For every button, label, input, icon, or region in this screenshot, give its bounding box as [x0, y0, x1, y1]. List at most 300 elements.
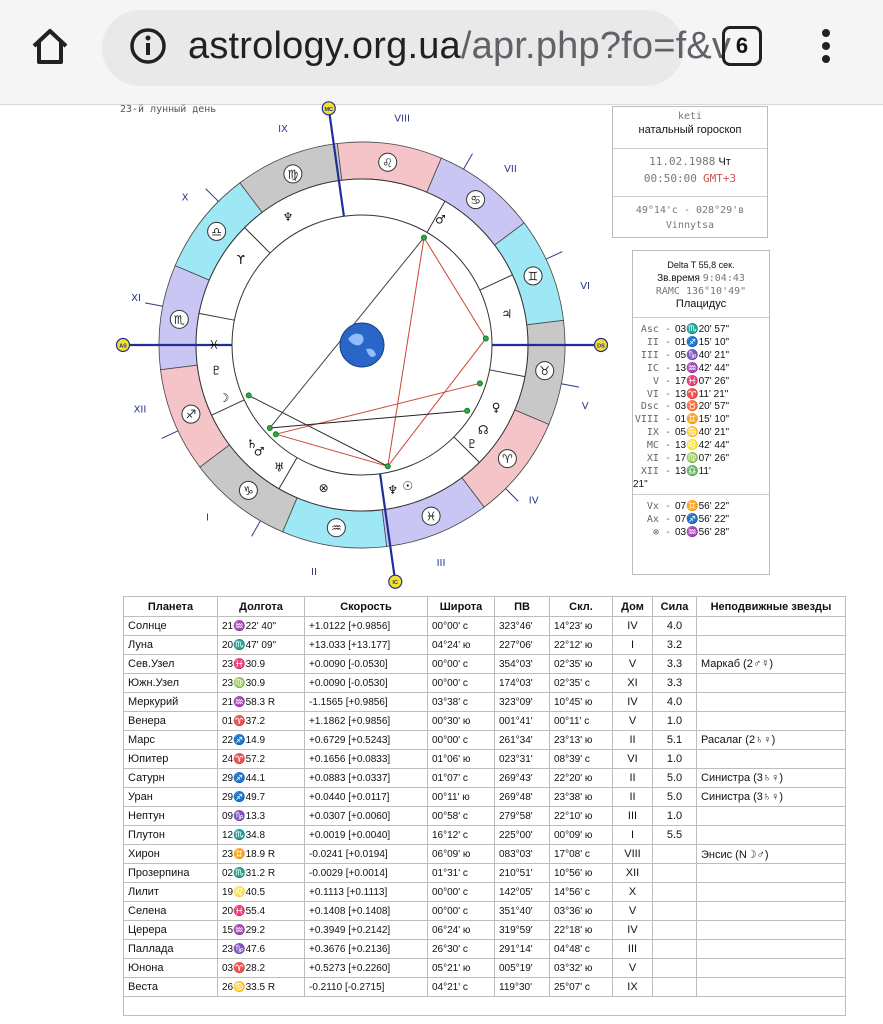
cell-planet: Церера [124, 921, 218, 940]
cell-ra: 261°34' [495, 731, 550, 750]
table-row [124, 940, 846, 959]
cell-lon: 23♊18.9 R [218, 845, 305, 864]
angle-label: AS [119, 343, 127, 350]
cell-lat: 16°12' с [428, 826, 495, 845]
cusp-list [633, 318, 769, 495]
angle-label: DS [597, 343, 605, 350]
column-header: Планета [124, 597, 218, 617]
cell-lon: 24♈57.2 [218, 750, 305, 769]
cell-decl: 22°20' ю [550, 769, 613, 788]
cusp-tail: 21" [633, 478, 648, 490]
point-value: 03♒56' 28" [675, 526, 730, 538]
sign-glyph: ♌ [382, 155, 394, 170]
cusp-row [633, 324, 769, 337]
planet-glyph: ♇ [466, 437, 478, 452]
table-row [124, 788, 846, 807]
cusp-label: VIII - [634, 414, 671, 426]
cell-planet: Хирон [124, 845, 218, 864]
cell-power [653, 902, 697, 921]
cell-lon: 21♒58.3 R [218, 693, 305, 712]
cell-decl: 10°45' ю [550, 693, 613, 712]
cell-decl: 22°10' ю [550, 807, 613, 826]
cusp-row [633, 363, 769, 376]
cell-stars [697, 921, 846, 940]
cusp-value: 01♐15' 10" [675, 336, 730, 348]
planet-glyph: ⊗ [318, 480, 329, 495]
cell-power [653, 864, 697, 883]
cell-speed: +0.0883 [+0.0337] [305, 769, 428, 788]
cell-stars [697, 883, 846, 902]
aspect-point [483, 336, 488, 341]
cell-decl: 00°09' ю [550, 826, 613, 845]
cell-ra: 323°09' [495, 693, 550, 712]
table-row [124, 731, 846, 750]
cell-speed: -0.0241 [+0.0194] [305, 845, 428, 864]
cell-planet: Сев.Узел [124, 655, 218, 674]
planet-glyph: ☊ [477, 422, 489, 437]
table-row [124, 807, 846, 826]
cell-lat: 04°21' с [428, 978, 495, 997]
cell-power: 5.5 [653, 826, 697, 845]
cell-ra: 005°19' [495, 959, 550, 978]
cell-lat: 06°24' ю [428, 921, 495, 940]
cell-planet: Сатурн [124, 769, 218, 788]
cell-lon: 09♑13.3 [218, 807, 305, 826]
cell-ra: 023°31' [495, 750, 550, 769]
planet-glyph: ϒ [236, 253, 245, 268]
cell-power: 3.3 [653, 674, 697, 693]
table-row [124, 769, 846, 788]
cell-power [653, 921, 697, 940]
cell-house: V [613, 712, 653, 731]
cusp-row [633, 453, 769, 466]
cell-decl: 10°56' ю [550, 864, 613, 883]
point-row [633, 501, 769, 514]
planet-glyph: ♂ [435, 212, 446, 227]
cell-planet: Марс [124, 731, 218, 750]
cell-decl: 22°18' ю [550, 921, 613, 940]
cell-lon: 21♒22' 40" [218, 617, 305, 636]
house-cusps-box [632, 250, 770, 575]
cusp-value: 13♒42' 44" [675, 362, 730, 374]
cell-power [653, 978, 697, 997]
cell-stars [697, 750, 846, 769]
cell-stars: Синистра (3♄♀) [697, 769, 846, 788]
cell-speed: +13.033 [+13.177] [305, 636, 428, 655]
cell-decl: 04°48' с [550, 940, 613, 959]
cell-power: 5.1 [653, 731, 697, 750]
column-header: Широта [428, 597, 495, 617]
cell-house: V [613, 902, 653, 921]
house-cusp-tick [561, 384, 579, 387]
city: Vinnytsa [665, 220, 715, 231]
cell-decl: 08°39' с [550, 750, 613, 769]
planet-glyph: ☉ [402, 478, 414, 493]
cell-planet: Прозерпина [124, 864, 218, 883]
cell-lon: 29♐44.1 [218, 769, 305, 788]
cell-power: 1.0 [653, 750, 697, 769]
cell-lon: 20♏47' 09" [218, 636, 305, 655]
cusp-value: 13♎11' [675, 465, 711, 477]
planet-glyph: ♓ [208, 338, 220, 352]
cell-power: 3.2 [653, 636, 697, 655]
cell-house: I [613, 636, 653, 655]
cell-lat: 00°00' с [428, 674, 495, 693]
point-value: 07♊56' 22" [675, 500, 730, 512]
birth-date: 11.02.1988 [649, 155, 716, 168]
cell-decl: 00°11' с [550, 712, 613, 731]
planet-table [123, 596, 846, 1016]
cusp-row [633, 389, 769, 402]
house-cusp-tick [252, 521, 261, 537]
table-row [124, 883, 846, 902]
cusp-value: 13♌42' 44" [675, 440, 730, 452]
cusp-value: 17♓07' 26" [675, 375, 730, 387]
cell-speed: +0.1113 [+0.1113] [305, 883, 428, 902]
cusp-row [633, 350, 769, 363]
cell-lat: 00°58' с [428, 807, 495, 826]
house-cusp-tick [162, 431, 178, 439]
cell-house: VIII [613, 845, 653, 864]
cell-speed: -0.0029 [+0.0014] [305, 864, 428, 883]
cusp-value: 01♊15' 10" [675, 414, 730, 426]
cell-house: XII [613, 864, 653, 883]
table-row [124, 845, 846, 864]
house-numeral: I [205, 512, 209, 524]
cell-power: 1.0 [653, 712, 697, 731]
table-row [124, 636, 846, 655]
cell-planet: Уран [124, 788, 218, 807]
house-numeral: V [581, 400, 589, 412]
cell-lon: 03♈28.2 [218, 959, 305, 978]
cell-ra: 225°00' [495, 826, 550, 845]
column-header: Долгота [218, 597, 305, 617]
column-header: ПВ [495, 597, 550, 617]
cell-stars [697, 712, 846, 731]
cell-house: IV [613, 921, 653, 940]
cusp-label: XII - [640, 465, 671, 477]
cell-decl: 03°36' ю [550, 902, 613, 921]
cell-stars [697, 902, 846, 921]
cell-house: III [613, 940, 653, 959]
cell-house: X [613, 883, 653, 902]
cell-house: IX [613, 978, 653, 997]
cusp-row [633, 440, 769, 453]
cell-lat: 05°21' ю [428, 959, 495, 978]
sign-glyph: ♏ [173, 312, 185, 327]
cell-lat: 06°09' ю [428, 845, 495, 864]
cell-planet: Южн.Узел [124, 674, 218, 693]
cell-power: 1.0 [653, 807, 697, 826]
cell-power [653, 883, 697, 902]
table-row [124, 750, 846, 769]
ramc: RAMC 136°10'49" [655, 286, 747, 297]
cell-decl: 23°13' ю [550, 731, 613, 750]
column-header: Скл. [550, 597, 613, 617]
cusp-value: 05♑40' 21" [675, 349, 730, 361]
sign-glyph: ♒ [330, 521, 342, 536]
cusp-label: II - [646, 336, 671, 348]
tab-switcher-button[interactable]: 6 [722, 26, 762, 66]
cell-ra: 323°46' [495, 617, 550, 636]
cell-planet: Юнона [124, 959, 218, 978]
cell-power: 5.0 [653, 769, 697, 788]
cell-ra: 319°59' [495, 921, 550, 940]
cell-lat: 00°30' ю [428, 712, 495, 731]
table-row [124, 712, 846, 731]
point-label: Vx - [646, 500, 671, 512]
earth-globe-icon [340, 323, 384, 367]
cell-ra: 083°03' [495, 845, 550, 864]
cusp-value: 13♈11' 21" [675, 388, 729, 400]
table-row [124, 693, 846, 712]
cell-ra: 351°40' [495, 902, 550, 921]
cell-stars [697, 617, 846, 636]
cell-house: IV [613, 693, 653, 712]
table-row [124, 674, 846, 693]
cell-speed: -0.2110 [-0.2715] [305, 978, 428, 997]
house-numeral: IV [528, 495, 539, 507]
sign-glyph: ♐ [185, 407, 197, 422]
table-row [124, 655, 846, 674]
cell-stars: Расалаг (2♄♀) [697, 731, 846, 750]
cell-lon: 23♓30.9 [218, 655, 305, 674]
cusp-label: IC - [646, 362, 671, 374]
aspect-point [267, 425, 272, 430]
url-path: /apr.php?fo=f&v [460, 25, 732, 67]
cusp-row [633, 337, 769, 350]
cell-speed: +0.1656 [+0.0833] [305, 750, 428, 769]
house-numeral: VI [580, 281, 591, 293]
aspect-point [385, 464, 390, 469]
planet-glyph: ♄ [246, 437, 258, 452]
sign-glyph: ♑ [243, 483, 254, 498]
cell-lon: 29♐49.7 [218, 788, 305, 807]
cell-house: VI [613, 750, 653, 769]
sign-glyph: ♎ [211, 224, 222, 239]
cusp-label: Dsc - [640, 401, 671, 413]
planet-glyph: ♀ [491, 400, 501, 415]
natal-chart-wheel [119, 106, 605, 587]
cell-lat: 00°00' с [428, 655, 495, 674]
sign-glyph: ♈ [502, 452, 513, 467]
sign-glyph: ♍ [287, 167, 299, 182]
cell-lon: 26♋33.5 R [218, 978, 305, 997]
cell-stars [697, 636, 846, 655]
cell-speed: +0.0019 [+0.0040] [305, 826, 428, 845]
cell-lon: 19♌40.5 [218, 883, 305, 902]
cell-lon: 15♒29.2 [218, 921, 305, 940]
cell-ra: 227°06' [495, 636, 550, 655]
table-row [124, 921, 846, 940]
cell-house: V [613, 959, 653, 978]
point-label: Ax - [646, 513, 671, 525]
cell-lat: 00°11' ю [428, 788, 495, 807]
cell-planet: Лилит [124, 883, 218, 902]
planet-glyph: ☽ [218, 391, 230, 406]
house-numeral: XI [131, 292, 141, 304]
point-row [633, 527, 769, 540]
cusp-label: MC - [646, 440, 671, 452]
cusp-row [633, 401, 769, 414]
cell-speed: +0.0090 [-0.0530] [305, 655, 428, 674]
column-header: Неподвижные звезды [697, 597, 846, 617]
cell-planet: Юпитер [124, 750, 218, 769]
birth-info-box [612, 106, 768, 238]
cell-speed: +1.1862 [+0.9856] [305, 712, 428, 731]
cell-decl: 03°32' ю [550, 959, 613, 978]
cell-speed: +0.0440 [+0.0117] [305, 788, 428, 807]
cell-house: I [613, 826, 653, 845]
planet-glyph: ♇ [210, 363, 222, 378]
cell-lat: 00°00' с [428, 617, 495, 636]
site-info-icon[interactable] [128, 26, 168, 66]
cell-stars [697, 864, 846, 883]
points-list [633, 495, 769, 542]
angle-label: MC [324, 106, 334, 113]
aspect-point [246, 393, 251, 398]
cell-power: 3.3 [653, 655, 697, 674]
cusp-value: 05♋40' 21" [675, 427, 730, 439]
cell-decl: 25°07' с [550, 978, 613, 997]
table-row [124, 959, 846, 978]
house-numeral: XII [133, 404, 147, 416]
column-header: Сила [653, 597, 697, 617]
column-header: Скорость [305, 597, 428, 617]
menu-dots-icon[interactable] [812, 26, 840, 70]
cell-house: II [613, 769, 653, 788]
point-value: 07♐56' 22" [675, 513, 730, 525]
cusp-label: XI - [646, 453, 671, 465]
cell-lon: 22♐14.9 [218, 731, 305, 750]
cell-ra: 001°41' [495, 712, 550, 731]
cell-ra: 142°05' [495, 883, 550, 902]
cell-stars: Синистра (3♄♀) [697, 788, 846, 807]
house-numeral: X [181, 192, 189, 204]
cusp-value: 03♉20' 57" [675, 401, 730, 413]
cell-lat: 01°07' с [428, 769, 495, 788]
cusp-label: VI - [646, 388, 671, 400]
cell-lat: 03°38' с [428, 693, 495, 712]
sign-glyph: ♋ [470, 193, 481, 208]
cell-speed: +1.0122 [+0.9856] [305, 617, 428, 636]
cell-ra: 354°03' [495, 655, 550, 674]
home-icon[interactable] [28, 24, 72, 68]
aspect-point [273, 432, 278, 437]
native-name: keti [677, 111, 703, 122]
cell-decl: 02°35' ю [550, 655, 613, 674]
cell-power [653, 940, 697, 959]
table-row-empty [124, 997, 846, 1016]
cell-house: II [613, 788, 653, 807]
cell-stars [697, 674, 846, 693]
cell-lat: 00°00' с [428, 883, 495, 902]
cell-ra: 291°14' [495, 940, 550, 959]
cell-decl: 02°35' с [550, 674, 613, 693]
cell-power: 5.0 [653, 788, 697, 807]
sign-glyph: ♉ [539, 364, 551, 379]
cell-power: 4.0 [653, 617, 697, 636]
url-host: astrology.org.ua [188, 25, 461, 67]
planet-glyph: ♆ [387, 482, 399, 497]
cell-ra: 210°51' [495, 864, 550, 883]
cell-lat: 00°00' с [428, 902, 495, 921]
cell-planet: Веста [124, 978, 218, 997]
cell-lat: 01°31' с [428, 864, 495, 883]
house-numeral: VII [504, 164, 517, 176]
cell-house: IV [613, 617, 653, 636]
cell-planet: Солнце [124, 617, 218, 636]
planet-glyph: ♆ [282, 209, 294, 224]
cusp-label: III - [640, 349, 671, 361]
cell-power [653, 845, 697, 864]
browser-toolbar [0, 0, 883, 105]
cell-speed: +0.0090 [-0.0530] [305, 674, 428, 693]
cell-lon: 23♍30.9 [218, 674, 305, 693]
table-row [124, 617, 846, 636]
house-cusp-tick [206, 189, 219, 202]
aspect-point [422, 235, 427, 240]
cell-lat: 04°24' ю [428, 636, 495, 655]
cell-stars [697, 807, 846, 826]
cell-decl: 22°12' ю [550, 636, 613, 655]
planet-glyph: ♅ [273, 460, 285, 475]
sign-glyph: ♊ [527, 269, 539, 284]
planet-glyph: ♃ [501, 307, 513, 322]
house-numeral: IX [278, 123, 288, 135]
cusp-row [633, 376, 769, 389]
point-label: ⊗ - [652, 526, 671, 538]
url-text[interactable] [188, 22, 732, 70]
delta-t: Delta T 55,8 сек. [667, 260, 735, 270]
birth-time: 00:50:00 [643, 172, 697, 185]
column-header: Дом [613, 597, 653, 617]
cell-house: III [613, 807, 653, 826]
cusp-row [633, 427, 769, 440]
house-numeral: VIII [394, 113, 410, 125]
chart-type: натальный гороскоп [638, 124, 742, 136]
cell-power [653, 959, 697, 978]
cell-stars: Маркаб (2♂☿) [697, 655, 846, 674]
cell-speed: +0.0307 [+0.0060] [305, 807, 428, 826]
cell-ra: 119°30' [495, 978, 550, 997]
cell-stars [697, 693, 846, 712]
house-cusp-tick [506, 489, 519, 502]
house-numeral: III [436, 558, 446, 570]
cell-lat: 00°00' с [428, 731, 495, 750]
cusp-label: V - [652, 375, 671, 387]
cusp-value: 03♏20' 57" [675, 324, 730, 335]
table-row [124, 902, 846, 921]
cell-speed: +0.5273 [+0.2260] [305, 959, 428, 978]
cusp-label: IX - [646, 427, 671, 439]
cell-house: XI [613, 674, 653, 693]
sign-glyph: ♓ [425, 509, 437, 524]
cell-lon: 23♑47.6 [218, 940, 305, 959]
angle-label: IC [392, 580, 399, 587]
lunar-day: 23-й лунный день [120, 104, 217, 115]
cell-speed: +0.6729 [+0.5243] [305, 731, 428, 750]
cell-stars [697, 959, 846, 978]
cell-lat: 26°30' с [428, 940, 495, 959]
sidereal-label: Зв.время [657, 273, 700, 284]
cell-stars [697, 940, 846, 959]
sidereal-time: 9:04:43 [702, 273, 745, 284]
cell-planet: Луна [124, 636, 218, 655]
cusp-row [633, 466, 769, 479]
coordinates: 49°14'с - 028°29'в [635, 205, 745, 216]
planet-glyph: ♂ [253, 444, 265, 459]
